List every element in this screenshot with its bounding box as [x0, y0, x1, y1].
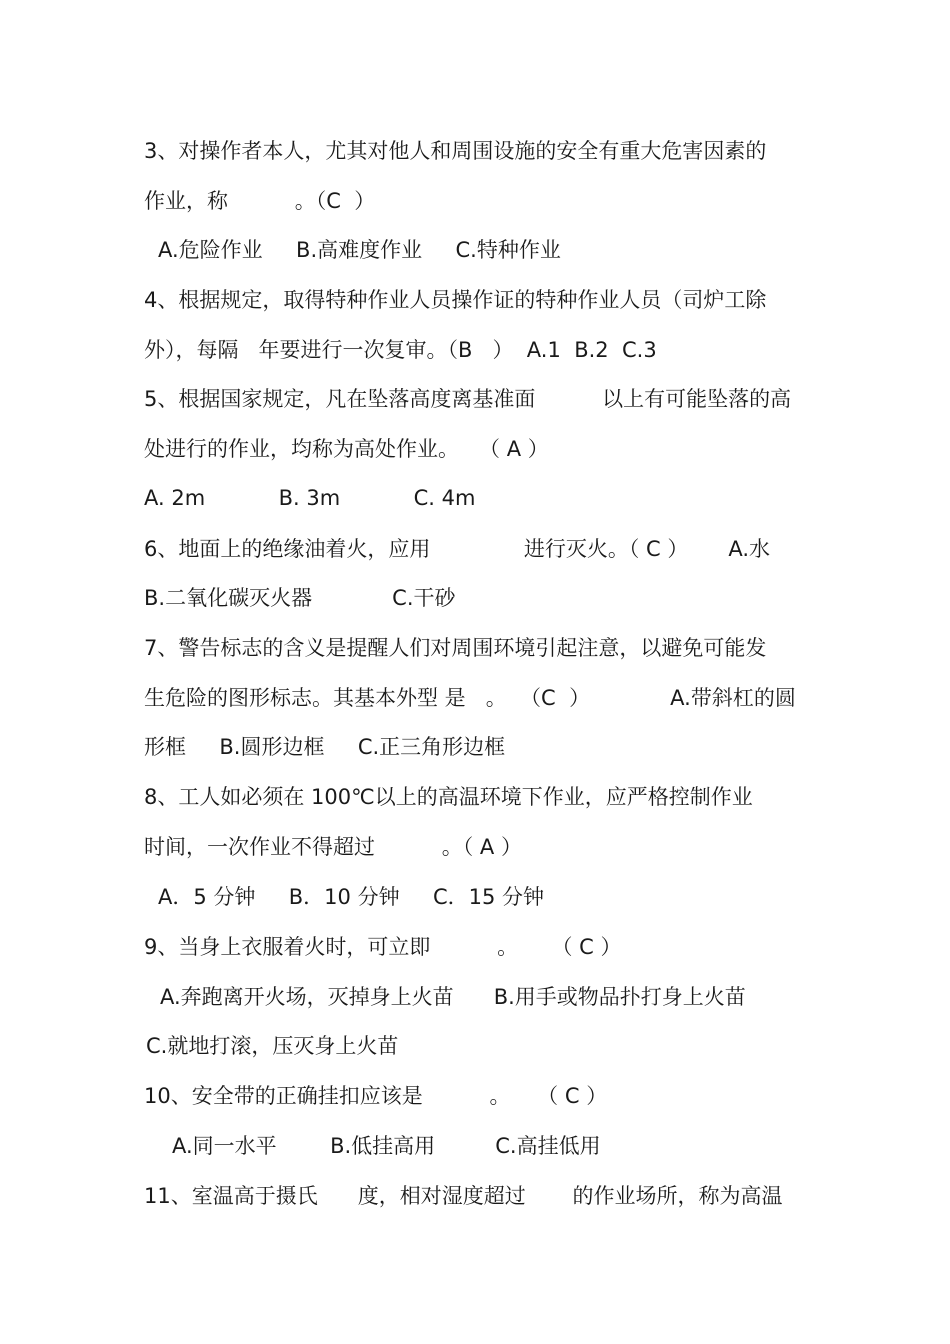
question-6-options: B.二氧化碳灭火器 C.干砂: [144, 586, 456, 610]
question-3-stem-line-2: 作业，称 。（C ）: [144, 189, 376, 213]
question-3-options: A.危险作业 B.高难度作业 C.特种作业: [158, 238, 561, 262]
question-7-options: 形框 B.圆形边框 C.正三角形边框: [144, 735, 506, 759]
question-5-options: A. 2m B. 3m C. 4m: [144, 486, 476, 510]
question-4-stem-line-1: 4、根据规定，取得特种作业人员操作证的特种作业人员（司炉工除: [144, 288, 767, 312]
question-7-stem-line-1: 7、警告标志的含义是提醒人们对周围环境引起注意，以避免可能发: [144, 636, 767, 660]
question-4-stem-line-2: 外），每隔 年要进行一次复审。（B ） A.1 B.2 C.3: [144, 338, 657, 362]
question-6-stem-line-1: 6、地面上的绝缘油着火，应用 进行灭火。（ C ） A.水: [144, 537, 771, 561]
question-5-stem-line-2: 处进行的作业，均称为高处作业。 （ A ）: [144, 437, 549, 461]
question-7-stem-line-2: 生危险的图形标志。其基本外型 是 。 （C ） A.带斜杠的圆: [144, 686, 796, 710]
question-11-stem-line-1: 11、室温高于摄氏 度，相对湿度超过 的作业场所，称为高温: [144, 1184, 783, 1208]
question-9-options-line-1: A.奔跑离开火场，灭掉身上火苗 B.用手或物品扑打身上火苗: [160, 985, 746, 1009]
question-10-options: A.同一水平 B.低挂高用 C.高挂低用: [172, 1134, 601, 1158]
question-9-options-line-2: C.就地打滚，压灭身上火苗: [146, 1034, 399, 1058]
question-3-stem-line-1: 3、对操作者本人，尤其对他人和周围设施的安全有重大危害因素的: [144, 139, 767, 163]
question-5-stem-line-1: 5、根据国家规定，凡在坠落高度离基准面 以上有可能坠落的高: [144, 387, 792, 411]
question-9-stem: 9、当身上衣服着火时，可立即 。 （ C ）: [144, 935, 622, 959]
question-8-stem-line-2: 时间，一次作业不得超过 。（ A ）: [144, 835, 522, 859]
question-8-options: A．5 分钟 B．10 分钟 C．15 分钟: [158, 885, 545, 909]
question-10-stem: 10、安全带的正确挂扣应该是 。 （ C ）: [144, 1084, 608, 1108]
question-8-stem-line-1: 8、工人如必须在 100℃以上的高温环境下作业，应严格控制作业: [144, 785, 753, 809]
